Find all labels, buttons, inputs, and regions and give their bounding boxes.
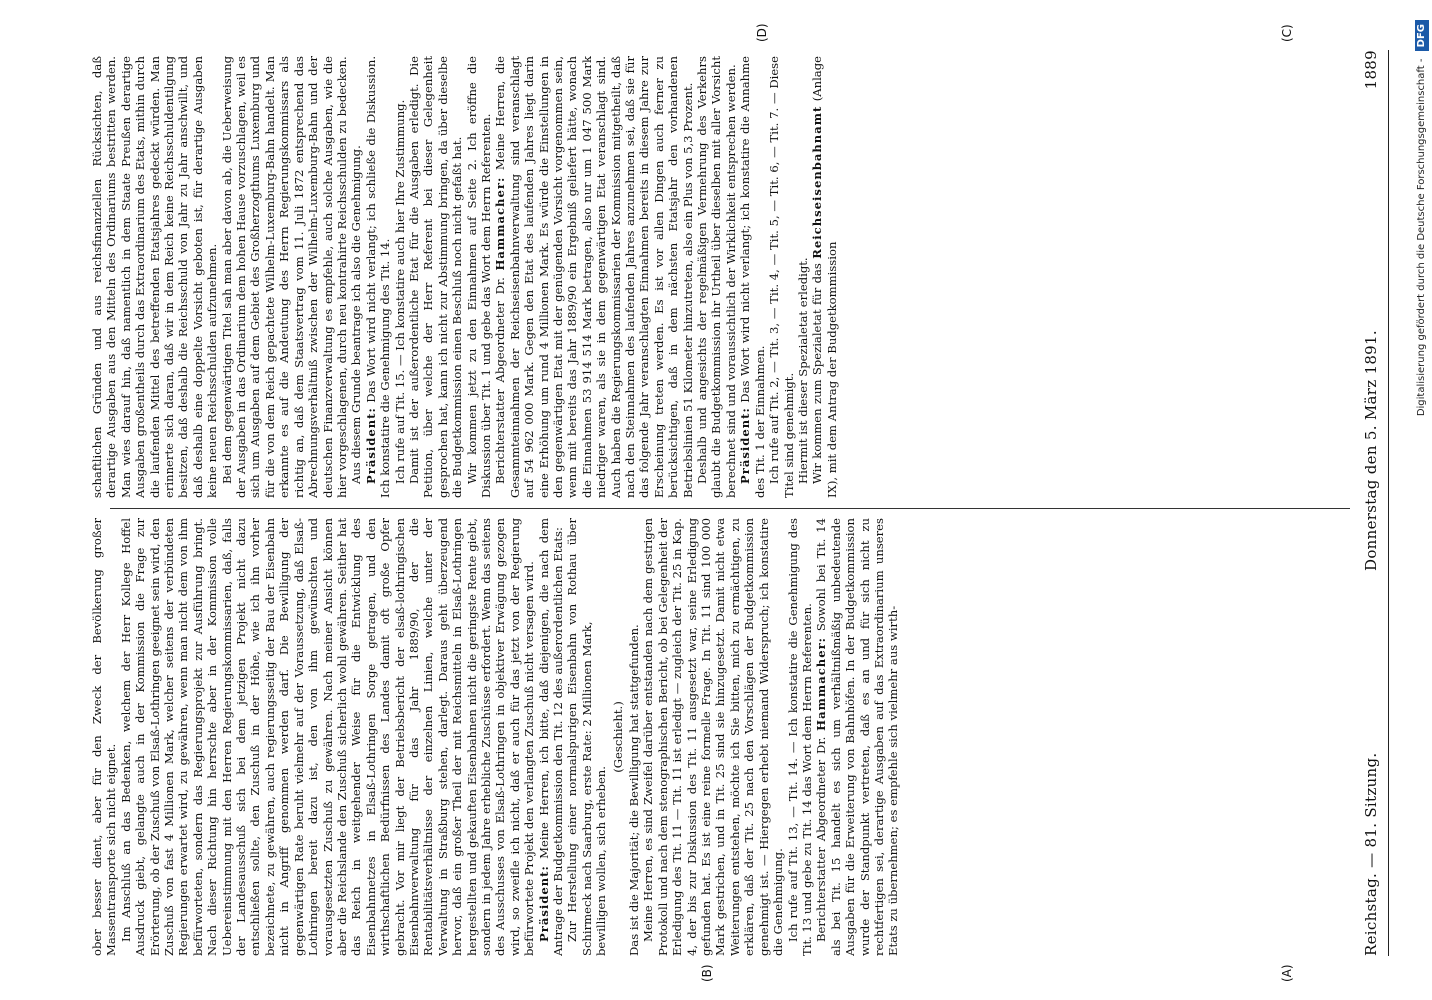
page-header — [1362, 50, 1386, 956]
page-number: 1889 — [1362, 50, 1380, 90]
paragraph: Ich rufe auf Tit. 15. — Ich konstatire auch hier Ihre Zustimmung. — [392, 99, 407, 484]
paragraph: Präsident: Das Wort wird nicht verlangt; ich schließe die Diskussion. Ich konstatire die Genehmigung des Tit. 14. — [363, 56, 393, 498]
paragraph: Präsident: Das Wort wird nicht verlangt; ich konstatire die Annahme des Tit. 1 der Einnahmen. — [738, 56, 767, 498]
header-left: Reichstag. — 81. Sitzung. — [1362, 752, 1380, 956]
margin-mark-b: (B) — [700, 964, 714, 982]
dfg-logo: DFG — [1415, 20, 1429, 51]
right-column — [90, 56, 1352, 498]
paragraph: Wir kommen zum Spezialetat für das Reichseisenbahnamt (Anlage IX), mit dem Antrag der Budgetkommission — [810, 56, 839, 498]
paragraph: Berichterstatter Abgeordneter Dr. Hammacher: Sowohl bei Tit. 14 als bei Tit. 15 handelt es sich um verhältnißmäßig unbedeutende Ausgaben für die Erweiterung von Bahnhöfen. In der Budgetkommission wurde der Standpunkt vertreten, daß es an und für sich nicht zu rechtfertigen sei, derartige Ausgaben auf das Extraordinarium unseres Etats zu übernehmen; es empfehle sich vielmehr aus wirth- — [814, 518, 901, 956]
header-date: Donnerstag den 5. März 1891. — [1362, 330, 1380, 571]
header-rule — [1388, 50, 1389, 956]
paragraph: Aus diesem Grunde beantrage ich also die Genehmigung. — [349, 145, 364, 484]
paragraph: Meine Herren, es sind Zweifel darüber entstanden nach dem gestrigen Protokoll und nach dem stenographischen Bericht, ob bei Gelegenheit der Erledigung des Tit. 11 — Tit. 11 ist erledigt — zugleich der Tit. 25 in Kap. 4, der bis zur Diskussion des Tit. 11 ausgesetzt war, seine Erledigung gefunden hat. Es ist eine reine formelle Frage. In Tit. 11 sind 100 000 Mark gestrichen, und in Tit. 25 sind sie hinzugesetzt. Damit nicht etwa Weiterungen entstehen, möchte ich Sie bitten, mich zu ermächtigen, zu erklären, daß der Tit. 25 nach den Vorschlägen der Budgetkommission genehmigt ist. — Hiergegen erhebt niemand Widerspruch; ich konstatire die Genehmigung. — [641, 518, 786, 956]
margin-mark-a: (A) — [1280, 964, 1294, 982]
paragraph: Zur Herstellung einer normalspurigen Eisenbahn von Rothau über Schirmeck nach Saarburg, erste Rate: 2 Millionen Mark, — [565, 518, 594, 956]
paragraph: Im Anschluß an das Bedenken, welchem der Herr Kollege Hoffel Ausdruck giebt, gelangte auch in der Kommission die Frage zur Erörterung, ob der Zuschuß von Elsaß-Lothringen geeignet sein wird, den Zuschuß von fast 4 Millionen Mark, welcher seitens der verbündeten Regierungen erwartet wird, zu gewähren, wenn man nicht dem von ihm befürworteten, sondern das Regierungsprojekt zur Ausführung bringt. Nach dieser Richtung hin herrschte aber in der Kommission volle Uebereinstimmung mit den Herren Regierungskommissarien, daß, falls der Landesausschuß sich bei dem jetzigen Projekt nicht dazu entschließen sollte, den Zuschuß in der Höhe, wie ich ihn vorher bezeichnete, zu gewähren, auch regierungsseitig der Bau der Eisenbahn nicht in Angriff genommen werden darf. Die Bewilligung der gegenwärtigen Rate beruht vielmehr auf der Voraussetzung, daß Elsaß-Lothringen bereit dazu ist, den von ihm gewünschten und vorausgesetzten Zuschuß zu gewähren. Nach meiner Ansicht können aber die Reichslande den Zuschuß sicherlich wohl gewähren. Seither hat das Reich in weitgehender Weise für die Entwicklung des Eisenbahnnetzes in Elsaß-Lothringen Sorge getragen, und den wirthschaftlichen Bedürfnissen des Landes damit oft große Opfer gebracht. Vor mir liegt der Betriebsbericht der elsaß-lothringischen Eisenbahnverwaltung für das Jahr 1889/90, der die Rentabilitätsverhältnisse der einzelnen Linien, welche unter der Verwaltung in Straßburg stehen, darlegt. Daraus geht überzeugend hervor, daß ein großer Theil der mit Reichsmitteln in Elsaß-Lothringen hergestellten und gekauften Eisenbahnen nicht die geringste Rente giebt, sondern in jedem Jahre erhebliche Zuschüsse erfordert. Wenn das seitens des Ausschusses von Elsaß-Lothringen in objektiver Erwägung gezogen wird, so zweifle ich nicht, daß er auch für das jetzt von der Regierung befürwortete Projekt den verlangten Zuschuß nicht versagen wird. — [118, 518, 537, 956]
credit-text: Digitalisierung gefördert durch die Deutsche Forschungsgemeinschaft - — [1416, 58, 1427, 417]
paragraph: Damit ist der außerordentliche Etat für die Ausgaben erledigt. Die Petition, über welche der Herr Referent bei dieser Gelegenheit gesprochen hat, kann ich nicht zur Abstimmung bringen, da über dieselbe die Budgetkommission einen Beschluß noch nicht gefaßt hat. — [406, 56, 465, 498]
paragraph: (Geschieht.) — [610, 701, 625, 773]
paragraph: Deshalb und angesichts der regelmäßigen Vermehrung des Verkehrs glaubt die Budgetkommission ihr Urtheil über dieselben mit aller Vorsicht berechnet sind und voraussichtlich der Wirklichkeit entsprechen werden. — [695, 56, 738, 498]
paragraph: schaftlichen Gründen und aus reichsfinanziellen Rücksichten, daß derartige Ausgaben aus den Mitteln des Ordinariums bestritten werden. Man wies darauf hin, daß namentlich in dem Staate Preußen derartige Ausgaben großentheils durch das Extraordinarium des Etats, mithin durch die laufenden Mittel des betreffenden Etatsjahres gedeckt würden. Man erinnerte sich daran, daß wir in dem Reich keine Reichsschuldentilgung besitzen, daß deshalb die Reichsschuld von Jahr zu Jahr anschwillt, und daß deshalb eine doppelte Vorsicht geboten ist, für derartige Ausgaben keine neuen Reichsschulden aufzunehmen. — [90, 56, 220, 498]
paragraph: Ich rufe auf Tit. 2, — Tit. 3, — Tit. 4, — Tit. 5, — Tit. 6, — Tit. 7. — Diese Titel sind genehmigt. — [767, 56, 796, 498]
paragraph: Das ist die Majorität; die Bewilligung hat stattgefunden. — [627, 624, 642, 956]
left-column — [90, 518, 1352, 956]
paragraph: ober besser dient, aber für den Zweck der Bevölkerung großer Massentransporte sich nicht eignet. — [90, 518, 119, 956]
paragraph: Ich rufe auf Tit. 13, — Tit. 14. — Ich konstatire die Genehmigung des Tit. 13 und gebe zu Tit. 14 das Wort dem Herrn Referenten. — [785, 518, 814, 956]
digitization-credit — [1413, 20, 1431, 980]
paragraph: Berichterstatter Abgeordneter Dr. Hammacher: Meine Herren, die Gesammteinnahmen der Reichseisenbahnverwaltung sind veranschlagt auf 54 962 000 Mark. Gegen den Etat des laufenden Jahres liegt darin eine Erhöhung um rund 4 Millionen Mark. Es würde die Einstellungen in den gegenwärtigen Etat mit der genügenden Vorsicht vorgenommen sein, wenn mit bereits das Jahr 1889/90 ein Ergebniß geliefert hätte, wonach die Einnahmen 53 914 514 Mark betragen, also nur um 1 047 500 Mark niedriger waren, als sie in dem gegenwärtigen Etat veranschlagt sind. Auch haben die Regierungskommissarien der Kommission mitgetheilt, daß nach den Steinnahmen des laufenden Jahres anzunehmen sei, daß sie für das folgende Jahr veranschlagten Einnahmen bereits in diesem Jahre zur Erscheinung treten werden. Es ist vor allen Dingen auch ferner zu berücksichtigen, daß in dem nächsten Etatsjahr den vorhandenen Betriebslinien 51 Kilometer hinzutreten, also ein Plus von 5,3 Prozent. — [493, 56, 695, 498]
margin-mark-d: (D) — [755, 23, 769, 42]
paragraph: Wir kommen jetzt zu den Einnahmen auf Seite 2. Ich eröffne die Diskussion über Tit. 1 und gebe das Wort dem Herrn Referenten. — [464, 56, 493, 498]
paragraph: bewilligen wollen, sich erheben. — [594, 766, 609, 956]
paragraph: Bei dem gegenwärtigen Titel sah man aber davon ab, die Ueberweisung der Ausgaben in das Ordinarium dem hohen Hause vorzuschlagen, weil es sich um Ausgaben auf dem Gebiet des Großherzogthums Luxemburg und für die von dem Reich gepachtete Wilhelm-Luxemburg-Bahn handelt. Man erkannte es auf die Andeutung des Herrn Regierungskommissars als richtig an, daß dem Staatsvertrag vom 11. Juli 1872 entsprechend das Abrechnungsverhältniß zwischen der Wilhelm-Luxemburg-Bahn und der deutschen Finanzverwaltung es empfehle, auch solche Ausgaben, wie die hier vorgeschlagenen, durch neu kontrahirte Reichsschulden zu bedecken. — [219, 56, 349, 498]
column-divider — [110, 508, 1350, 509]
paragraph: Hiermit ist dieser Spezialetat erledigt. — [795, 257, 810, 484]
paragraph: Präsident: Meine Herren, ich bitte, daß diejenigen, die nach dem Antrage der Budgetkommission den Tit. 12 des außerordentlichen Etats: — [536, 518, 565, 956]
margin-mark-c: (C) — [1280, 24, 1294, 42]
